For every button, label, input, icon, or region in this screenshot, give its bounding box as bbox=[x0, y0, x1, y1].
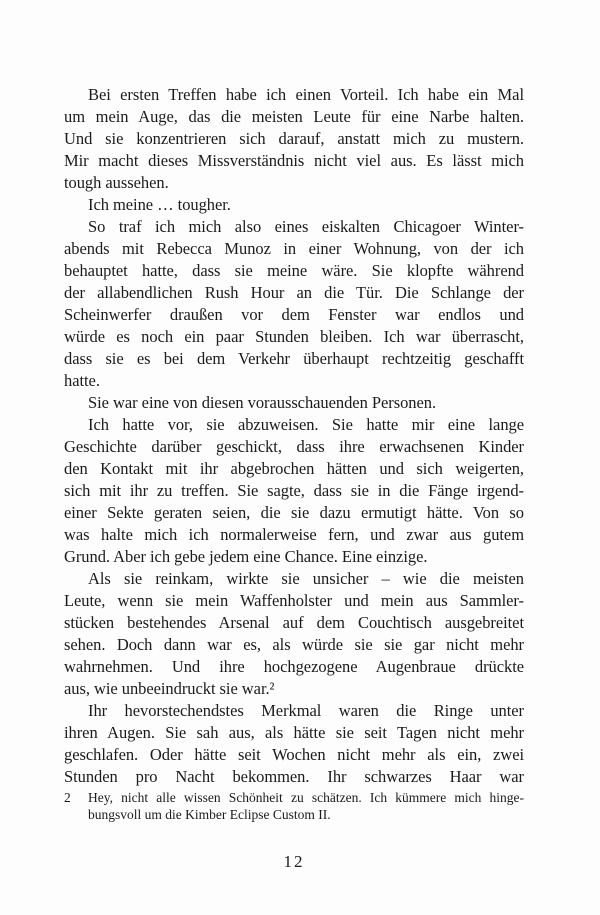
text-line: Sie war eine von diesen vorausschauenden Personen. bbox=[88, 393, 437, 412]
text-line: dass sie es bei dem Verkehr überhaupt rechtzeitig geschafft bbox=[64, 349, 524, 368]
text-line: sich mit ihr zu treffen. Sie sagte, dass sie in die Fänge irgend- bbox=[64, 481, 524, 500]
text-line: der allabendlichen Rush Hour an die Tür. Die Schlange der bbox=[64, 283, 524, 302]
text-line: Grund. Aber ich gebe jedem eine Chance. Eine einzige. bbox=[64, 547, 428, 566]
paragraph bbox=[64, 568, 524, 700]
paragraph bbox=[64, 392, 524, 414]
text-line: abends mit Rebecca Munoz in einer Wohnung, von der ich bbox=[64, 239, 524, 258]
text-line: hatte. bbox=[64, 371, 100, 390]
text-line: Leute, wenn sie mein Waffenholster und mein aus Sammler- bbox=[64, 591, 524, 610]
page-number: 12 bbox=[283, 852, 305, 871]
text-line: Als sie reinkam, wirkte sie unsicher – wie die meisten bbox=[88, 569, 524, 588]
text-line: Mir macht dieses Missverständnis nicht viel aus. Es lässt mich bbox=[64, 151, 524, 170]
text-line: Ich meine … tougher. bbox=[88, 195, 231, 214]
text-line: So traf ich mich also eines eiskalten Chicagoer Winter- bbox=[88, 217, 524, 236]
text-line: Stunden pro Nacht bekommen. Ihr schwarzes Haar war bbox=[64, 767, 524, 786]
text-line: Bei ersten Treffen habe ich einen Vorteil. Ich habe ein Mal bbox=[88, 85, 524, 104]
footnote-line: bungsvoll um die Kimber Eclipse Custom II. bbox=[88, 807, 331, 822]
text-line: den Kontakt mit ihr abgebrochen hätten und sich weigerten, bbox=[64, 459, 524, 478]
text-line: einer Sekte geraten seien, die sie dazu ermutigt hätte. Von so bbox=[64, 503, 524, 522]
text-line: Scheinwerfer draußen vor dem Fenster war endlos und bbox=[64, 305, 524, 324]
text-line: sehen. Doch dann war es, als würde sie sie gar nicht mehr bbox=[64, 635, 524, 654]
paragraph bbox=[64, 84, 524, 194]
paragraph bbox=[64, 700, 524, 788]
paragraph bbox=[64, 216, 524, 392]
text-line: ihren Augen. Sie sah aus, als hätte sie seit Tagen nicht mehr bbox=[64, 723, 524, 742]
text-line: geschlafen. Oder hätte seit Wochen nicht mehr als ein, zwei bbox=[64, 745, 524, 764]
text-line: behauptet hatte, dass sie meine wäre. Sie klopfte während bbox=[64, 261, 524, 280]
footnote-text bbox=[64, 789, 524, 823]
text-line: würde es noch ein paar Stunden bleiben. Ich war überrascht, bbox=[64, 327, 524, 346]
text-line: wahrnehmen. Und ihre hochgezogene Augenbraue drückte bbox=[64, 657, 524, 676]
paragraph bbox=[64, 414, 524, 568]
text-line: stücken bestehendes Arsenal auf dem Couchtisch ausgebreitet bbox=[64, 613, 524, 632]
text-line: Und sie konzentrieren sich darauf, anstatt mich zu mustern. bbox=[64, 129, 524, 148]
text-line: Geschichte darüber geschickt, dass ihre erwachsenen Kinder bbox=[64, 437, 524, 456]
footnote-line: Hey, nicht alle wissen Schönheit zu schätzen. Ich kümmere mich hinge- bbox=[88, 790, 524, 805]
text-line: um mein Auge, das die meisten Leute für eine Narbe halten. bbox=[64, 107, 524, 126]
text-line: aus, wie unbeeindruckt sie war.² bbox=[64, 679, 275, 698]
text-line: Ich hatte vor, sie abzuweisen. Sie hatte mir eine lange bbox=[88, 415, 524, 434]
footnote bbox=[64, 789, 524, 823]
body-text bbox=[64, 84, 524, 788]
text-line: Ihr hevorstechendstes Merkmal waren die Ringe unter bbox=[88, 701, 524, 720]
text-line: tough aussehen. bbox=[64, 173, 169, 192]
footnote-marker: 2 bbox=[64, 790, 71, 805]
text-line: was halte mich ich normalerweise fern, und zwar aus gutem bbox=[64, 525, 524, 544]
paragraph bbox=[64, 194, 524, 216]
